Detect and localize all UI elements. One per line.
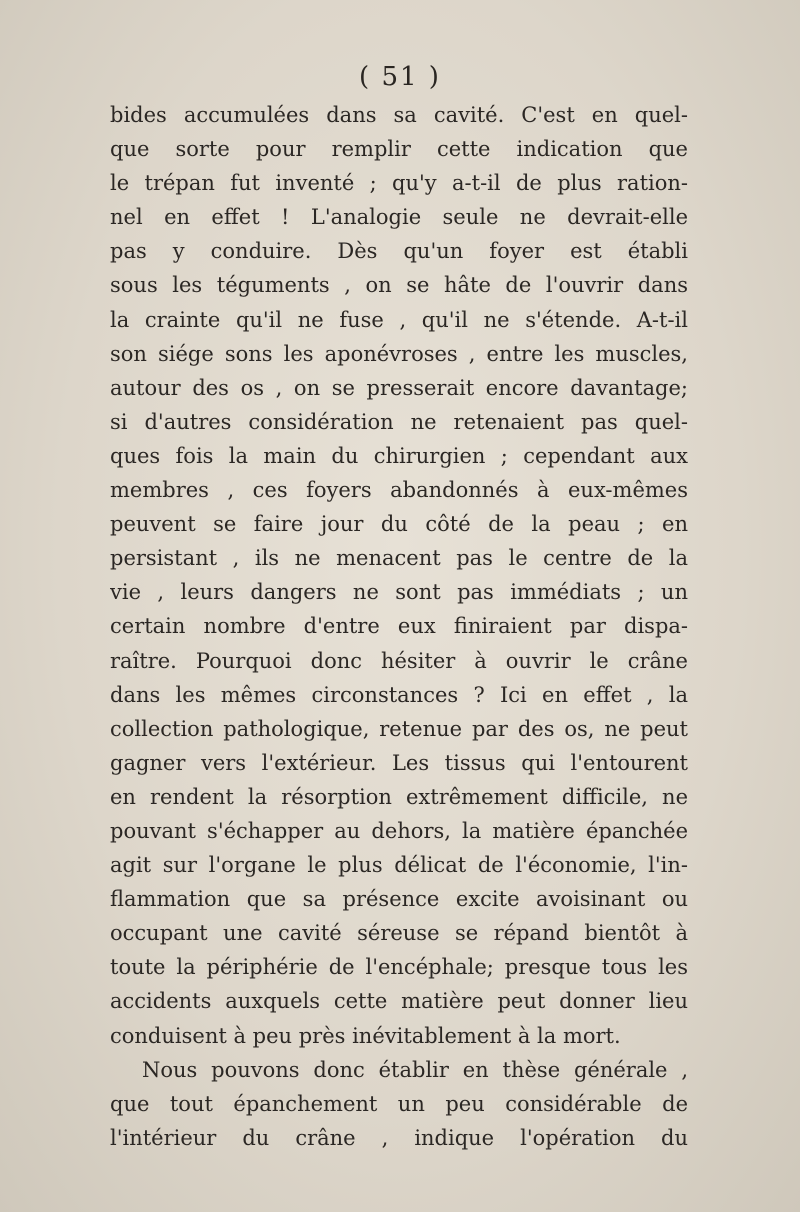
- text-line: vie , leurs dangers ne sont pas immédiats ; un: [110, 580, 688, 605]
- body-text: [110, 98, 688, 1155]
- text-line: conduisent à peu près inévitablement à la mort.: [110, 1023, 621, 1048]
- text-line: pas y conduire. Dès qu'un foyer est établi: [110, 239, 688, 264]
- text-line: en rendent la résorption extrêmement difficile, ne: [110, 784, 688, 809]
- text-line: occupant une cavité séreuse se répand bientôt à: [110, 921, 688, 946]
- text-line: sous les téguments , on se hâte de l'ouvrir dans: [110, 273, 688, 298]
- text-line: Nous pouvons donc établir en thèse générale ,: [142, 1057, 688, 1082]
- text-line: pouvant s'échapper au dehors, la matière épanchée: [110, 818, 688, 843]
- text-line: la crainte qu'il ne fuse , qu'il ne s'étende. A-t-il: [110, 307, 688, 332]
- text-line: le trépan fut inventé ; qu'y a-t-il de plus ration-: [110, 171, 688, 196]
- text-line: collection pathologique, retenue par des os, ne peut: [110, 716, 688, 741]
- text-line: raître. Pourquoi donc hésiter à ouvrir le crâne: [110, 648, 688, 673]
- text-line: que tout épanchement un peu considérable de: [110, 1091, 688, 1116]
- text-line: accidents auxquels cette matière peut donner lieu: [110, 989, 688, 1014]
- page-number: ( 51 ): [359, 62, 441, 92]
- text-line: nel en effet ! L'analogie seule ne devrait-elle: [110, 205, 688, 230]
- text-line: certain nombre d'entre eux finiraient par dispa-: [110, 614, 688, 639]
- text-line: toute la périphérie de l'encéphale; presque tous les: [110, 955, 688, 980]
- text-line: bides accumulées dans sa cavité. C'est en quel-: [110, 103, 688, 127]
- text-line: si d'autres considération ne retenaient pas quel-: [110, 409, 688, 434]
- text-line: ques fois la main du chirurgien ; cependant aux: [110, 443, 688, 468]
- text-line: son siége sons les aponévroses , entre les muscles,: [110, 341, 688, 366]
- text-line: flammation que sa présence excite avoisinant ou: [110, 887, 688, 912]
- text-line: que sorte pour remplir cette indication que: [110, 137, 688, 162]
- text-line: agit sur l'organe le plus délicat de l'économie, l'in-: [110, 853, 688, 878]
- text-line: l'intérieur du crâne , indique l'opération du: [110, 1125, 688, 1150]
- text-line: membres , ces foyers abandonnés à eux-mêmes: [110, 478, 688, 503]
- text-line: gagner vers l'extérieur. Les tissus qui l'entourent: [110, 750, 688, 775]
- text-line: autour des os , on se presserait encore davantage;: [110, 375, 688, 400]
- text-line: dans les mêmes circonstances ? Ici en effet , la: [110, 682, 688, 707]
- text-line: peuvent se faire jour du côté de la peau ; en: [110, 512, 688, 537]
- text-line: persistant , ils ne menacent pas le centre de la: [110, 546, 688, 571]
